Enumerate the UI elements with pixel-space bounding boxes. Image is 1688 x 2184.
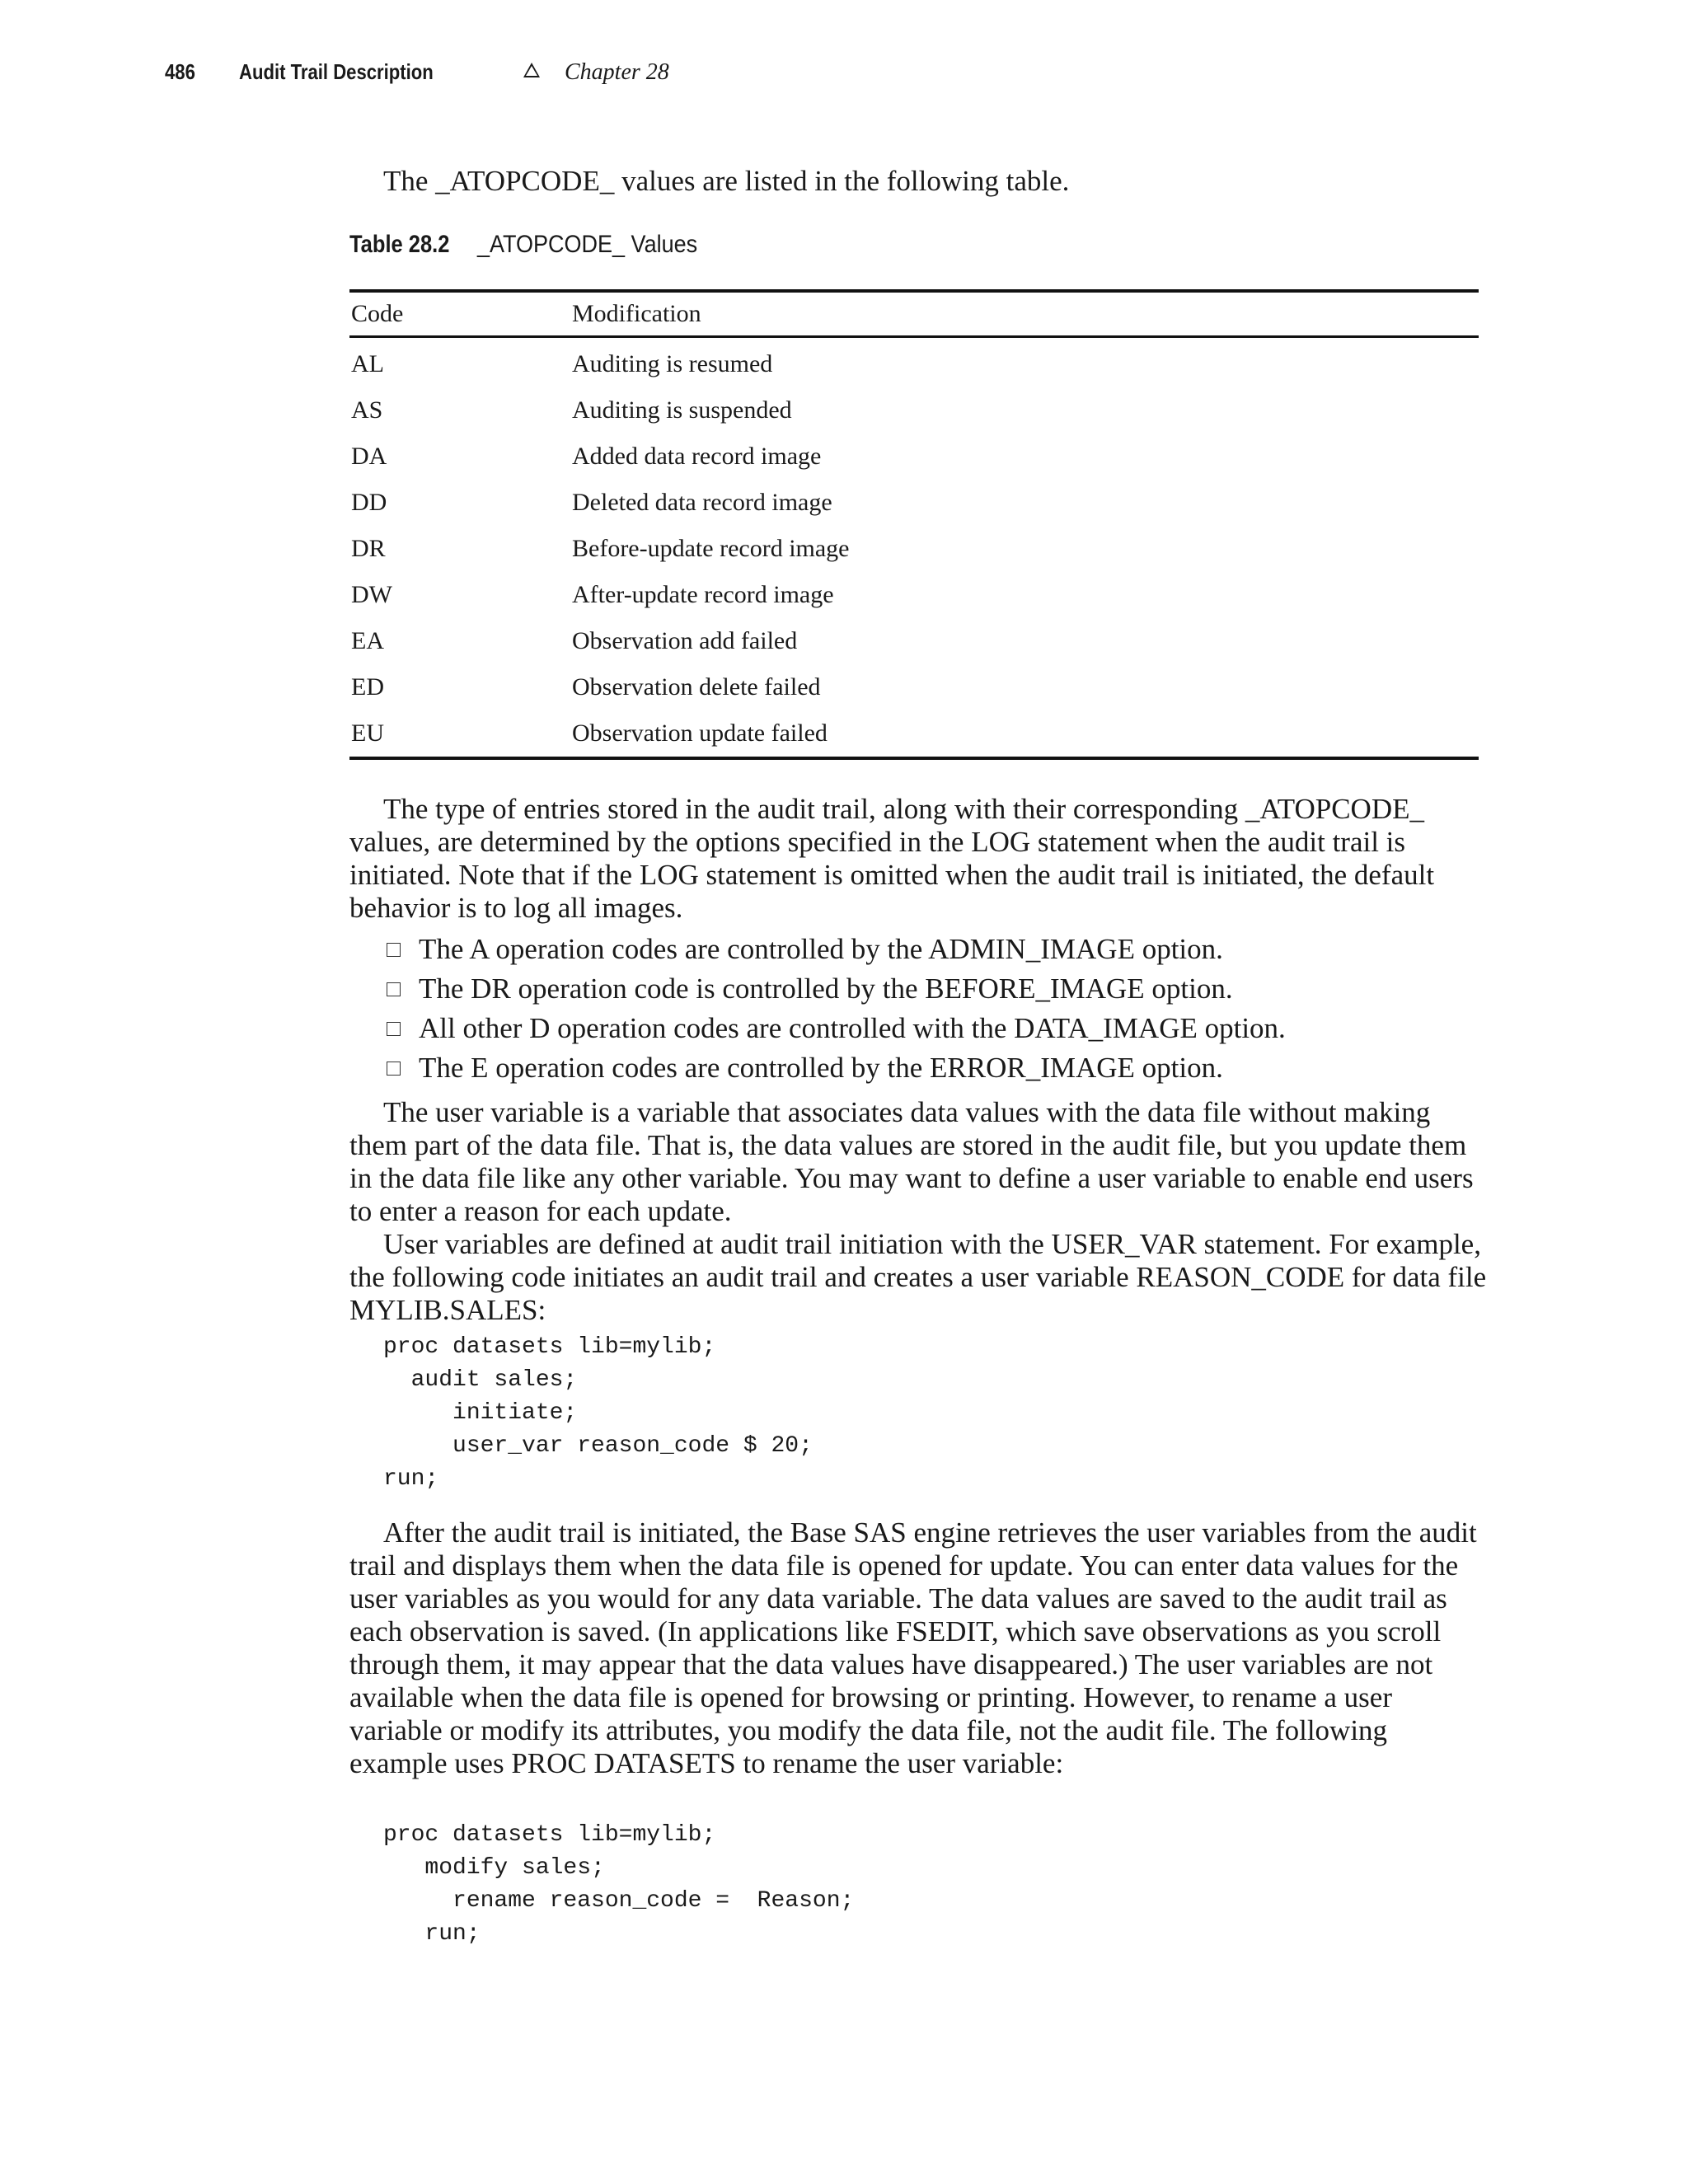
page-number: 486	[165, 59, 195, 84]
code-cell: ED	[351, 673, 384, 701]
table-row	[349, 710, 1479, 757]
table-caption-title: _ATOPCODE_ Values	[477, 231, 698, 258]
modification-cell: Observation update failed	[572, 719, 828, 747]
table-row	[349, 387, 1479, 434]
table-row	[349, 526, 1479, 572]
table-row	[349, 664, 1479, 710]
table-row	[349, 480, 1479, 526]
table-caption-number: Table 28.2	[349, 231, 450, 258]
code-cell: DW	[351, 581, 392, 608]
box-bullet-icon	[387, 1022, 401, 1036]
table-caption	[349, 231, 722, 259]
code-cell: DR	[351, 535, 386, 562]
paragraph-log-statement: The type of entries stored in the audit trail, along with their corresponding _ATOPCODE_ values, are determined by the options specified in the LOG statement when the audit trail is initiated. Note that if the LOG statement is omitted when the audit trail is initiated, the default behavior is to log all images.	[349, 793, 1435, 924]
chapter-label: Chapter 28	[565, 59, 669, 85]
paragraph-user-var-statement: User variables are defined at audit trail initiation with the USER_VAR statement. For example, the following code initiates an audit trail and creates a user variable REASON_CODE for data file MYLIB.SALES:	[349, 1228, 1487, 1326]
modification-cell: Observation add failed	[572, 627, 798, 654]
paragraph-after-initiation: After the audit trail is initiated, the Base SAS engine retrieves the user variables from the audit trail and displays them when the data file is opened for update. You can enter data values for the user variables as you would for any data variable. The data values are saved to the audit trail as each observation is saved. (In applications like FSEDIT, which save observations as you scroll through them, it may appear that the data values have disappeared.) The user variables are not available when the data file is opened for browsing or printing. However, to rename a user variable or modify its attributes, you modify the data file, not the audit file. The following example uses PROC DATASETS to rename the user variable:	[349, 1516, 1477, 1779]
triangle-icon	[523, 63, 540, 77]
box-bullet-icon	[387, 982, 401, 996]
list-item	[383, 969, 1286, 1009]
list-item	[383, 1048, 1286, 1088]
intro-text: The _ATOPCODE_ values are listed in the following table.	[383, 165, 1070, 197]
table-row	[349, 572, 1479, 618]
code-block-rename: proc datasets lib=mylib; modify sales; rename reason_code = Reason; run;	[383, 1822, 855, 1947]
table-row	[349, 434, 1479, 480]
code-cell: DA	[351, 443, 387, 470]
atopcode-table	[349, 289, 1479, 760]
code-cell: AL	[351, 350, 384, 377]
list-item-text: The A operation codes are controlled by the ADMIN_IMAGE option.	[419, 933, 1223, 965]
table-row	[349, 341, 1479, 387]
section-title: Audit Trail Description	[239, 59, 434, 84]
list-item	[383, 930, 1286, 969]
operation-code-list	[383, 930, 1286, 1088]
running-head	[165, 59, 669, 92]
code-cell: EU	[351, 719, 384, 747]
modification-cell: Added data record image	[572, 443, 822, 470]
list-item-text: The E operation codes are controlled by the ERROR_IMAGE option.	[419, 1052, 1223, 1084]
table-bottom-rule	[349, 757, 1479, 760]
code-cell: EA	[351, 627, 384, 654]
paragraph-user-variable: The user variable is a variable that associates data values with the data file without making them part of the data file. That is, the data values are stored in the audit file, but you update them in the data file like any other variable. You may want to define a user variable to enable end users to enter a reason for each update.	[349, 1096, 1474, 1227]
modification-cell: Auditing is suspended	[572, 396, 792, 424]
column-header-code: Code	[351, 300, 404, 327]
code-cell: DD	[351, 489, 387, 516]
list-item-text: All other D operation codes are controlled with the DATA_IMAGE option.	[419, 1012, 1286, 1044]
modification-cell: Observation delete failed	[572, 673, 821, 701]
modification-cell: After-update record image	[572, 581, 834, 608]
modification-cell: Deleted data record image	[572, 489, 832, 516]
code-cell: AS	[351, 396, 383, 424]
table-header-row	[349, 293, 1479, 335]
column-header-modification: Modification	[572, 300, 701, 327]
code-block-initiate: proc datasets lib=mylib; audit sales; initiate; user_var reason_code $ 20; run;	[383, 1334, 813, 1492]
list-item-text: The DR operation code is controlled by the BEFORE_IMAGE option.	[419, 972, 1233, 1005]
table-row	[349, 618, 1479, 664]
modification-cell: Auditing is resumed	[572, 350, 773, 377]
modification-cell: Before-update record image	[572, 535, 850, 562]
box-bullet-icon	[387, 943, 401, 957]
box-bullet-icon	[387, 1062, 401, 1076]
list-item	[383, 1009, 1286, 1048]
